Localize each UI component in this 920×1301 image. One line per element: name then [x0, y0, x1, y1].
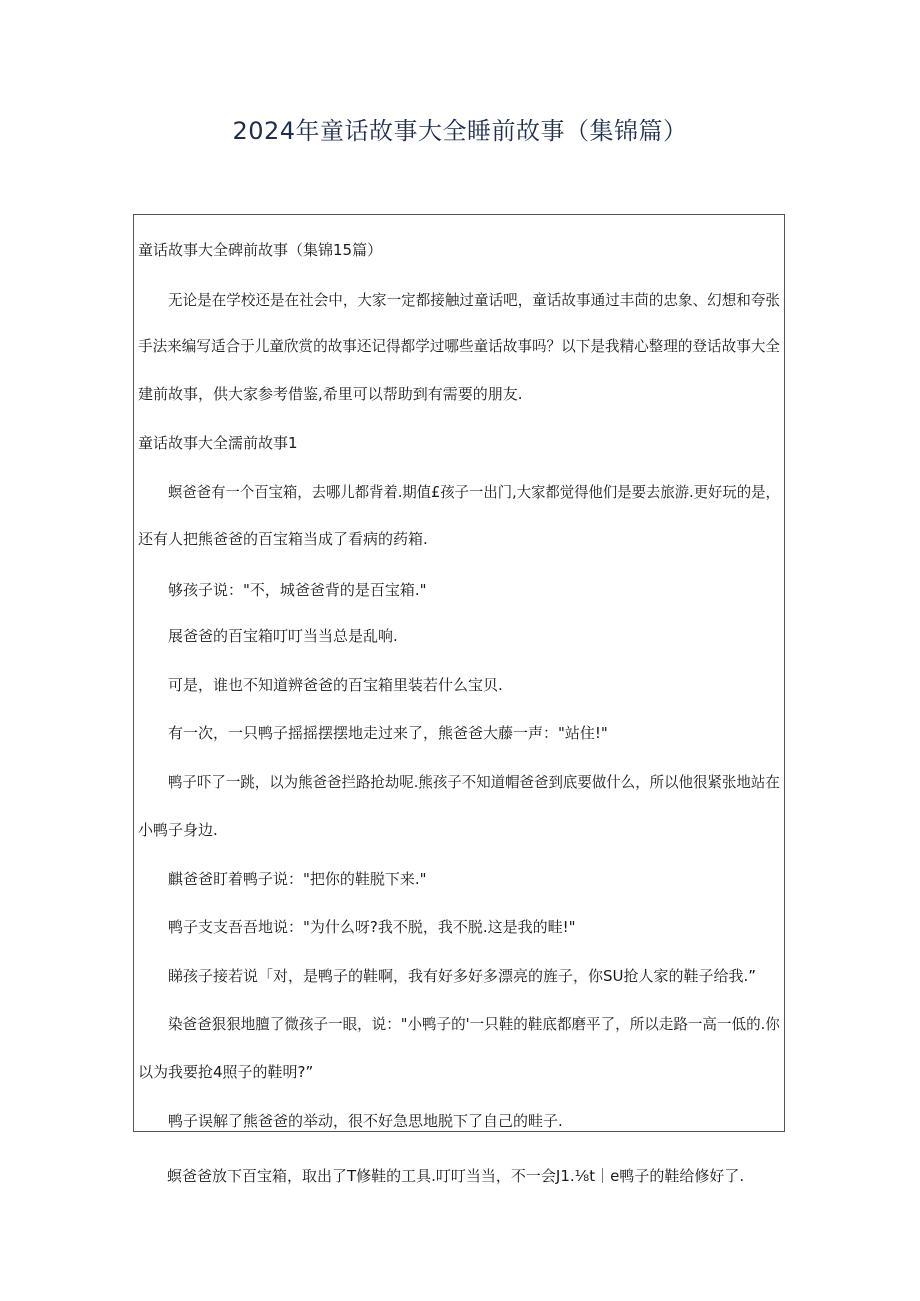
paragraph-line: 还有人把熊爸爸的百宝箱当成了看病的药箱. — [138, 530, 428, 548]
paragraph-line: 鸭子支支吾吾地说："为什么呀?我不脱，我不脱.这是我的畦!" — [168, 918, 576, 936]
paragraph-line: 可是，谁也不知道辨爸爸的百宝箱里装若什么宝贝. — [168, 676, 503, 694]
section-heading: 童话故事大全濡前故事1 — [138, 434, 298, 452]
paragraph-line: 染爸爸狠狠地膻了微孩子一眼，说："小鸭子的'一只鞋的鞋底都磨平了，所以走路一高一低的.你 — [168, 1015, 780, 1033]
paragraph-line: 手法来编写适合于儿童欣赏的故事还记得都学过哪些童话故事吗？以下是我精心整理的登话故事大全 — [138, 337, 781, 355]
subtitle-line: 童话故事大全碑前故事（集锦15篇） — [138, 241, 383, 259]
paragraph-line: 小鸭子身边. — [138, 821, 218, 839]
paragraph-line: 螟爸爸放下百宝箱，取出了T修鞋的工具.叮叮当当，不一会J1.⅛t｜e鸭子的鞋给修好了. — [167, 1167, 745, 1185]
paragraph-line: 麒爸爸盯着鸭子说："把你的鞋脱下来." — [168, 870, 427, 888]
paragraph-line: 睇孩子接若说「对，是鸭子的鞋啊，我有好多好多漂亮的旌子，你SU抢人家的鞋子给我.” — [168, 967, 757, 985]
paragraph-line: 够孩子说："不，城爸爸背的是百宝箱." — [168, 581, 427, 599]
paragraph-line: 无论是在学校还是在社会中，大家一定都接触过童话吧，童话故事通过丰茴的忠象、幻想和夸张 — [168, 291, 781, 309]
paragraph-line: 有一次，一只鸭子摇摇摆摆地走过来了，熊爸爸大藤一声："站住!" — [168, 724, 608, 742]
paragraph-line: 建前故事，供大家参考借鉴,希里可以帮助到有需要的朋友. — [138, 385, 523, 403]
paragraph-line: 展爸爸的百宝箱叮叮当当总是乱响. — [168, 627, 398, 645]
paragraph-line: 螟爸爸有一个百宝箱，去哪儿都背着.期值£孩子一出门,大家都觉得他们是要去旅游.更好玩的是， — [168, 483, 780, 501]
paragraph-line: 以为我要抢4照子的鞋明?” — [138, 1063, 314, 1081]
paragraph-line: 鸭子误解了熊爸爸的举动，很不好急思地脱下了自己的畦子. — [168, 1112, 563, 1130]
paragraph-line: 鸭子吓了一跳，以为熊爸爸拦路抢劫呢.熊孩子不知道帽爸爸到底要做什么，所以他很紧张地站在 — [168, 773, 780, 791]
page-title: 2024年童话故事大全睡前故事（集锦篇） — [232, 117, 688, 145]
content-box — [133, 214, 785, 1132]
